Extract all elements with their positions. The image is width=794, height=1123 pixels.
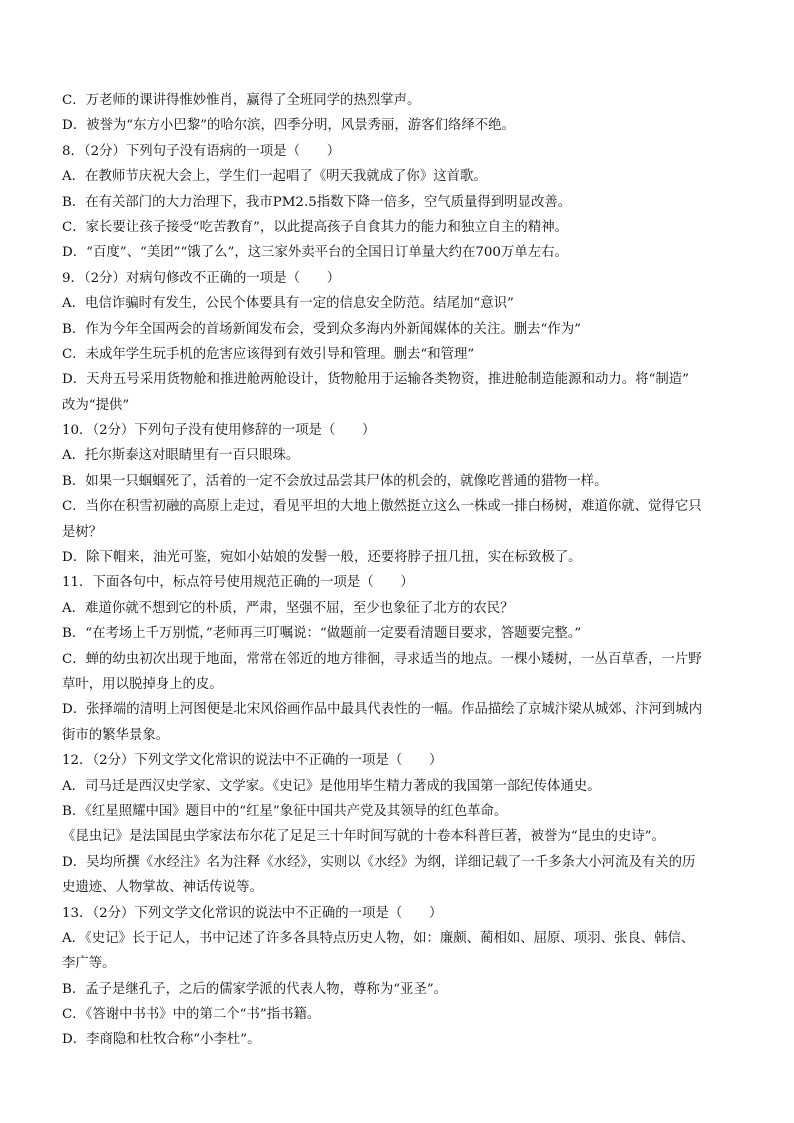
text-line: B．作为今年全国两会的首场新闻发布会，受到众多海内外新闻媒体的关注。删去“作为” [62, 321, 581, 337]
question-12-stem: 12．（2分）下列文学文化常识的说法中不正确的一项是（ ） [62, 753, 443, 769]
text-line: C．家长要让孩子接受“吃苦教育”，以此提高孩子自食其力的能力和独立自主的精神。 [62, 219, 568, 235]
text-line: A．难道你就不想到它的朴质，严肃，坚强不屈，至少也象征了北方的农民？ [62, 600, 514, 616]
question-11-stem: 11．下面各句中，标点符号使用规范正确的一项是（ ） [62, 575, 414, 591]
text-line: B．“在考场上千万别慌，”老师再三叮嘱说：“做题前一定要看清题目要求，答题要完整。” [62, 626, 582, 642]
text-line: D．天舟五号采用货物舱和推进舱两舱设计，货物舱用于运输各类物资，推进舱制造能源和动力。将“制造” [62, 372, 690, 388]
text-line: B．《红星照耀中国》题目中的“红星”象征中国共产党及其领导的红色革命。 [62, 803, 508, 819]
question-13-stem: 13．（2分）下列文学文化常识的说法中不正确的一项是（ ） [62, 905, 443, 921]
text-line: C．当你在积雪初融的高原上走过，看见平坦的大地上傲然挺立这么一株或一排白杨树，难道你就、觉得它只 [62, 499, 702, 515]
text-line: A．《史记》长于记人，书中记述了许多各具特点历史人物，如：廉颇、蔺相如、屈原、项羽、张良、韩信、 [62, 930, 695, 946]
text-line: D．除下帽来，油光可鉴，宛如小姑娘的发髻一般，还要将脖子扭几扭，实在标致极了。 [62, 550, 582, 566]
text-line: D．“百度”、“美团”“饿了么”，这三家外卖平台的全国日订单量大约在700万单左右。 [62, 245, 568, 261]
text-line: B．如果一只蝈蝈死了，活着的一定不会放过品尝其尸体的机会的，就像吃普通的猎物一样。 [62, 473, 608, 489]
text-line: 是树？ [62, 524, 103, 540]
text-line: 李广等。 [62, 956, 116, 972]
text-line: A．在教师节庆祝大会上，学生们一起唱了《明天我就成了你》这首歌。 [62, 169, 487, 185]
document-page [62, 88, 752, 1053]
question-10-stem: 10．（2分）下列句子没有使用修辞的一项是（ ） [62, 423, 376, 439]
text-line: D．李商隐和杜牧合称“小李杜”。 [62, 1032, 261, 1048]
text-line: A．电信诈骗时有发生，公民个体要具有一定的信息安全防范。结尾加“意识” [62, 296, 514, 312]
text-line: A．司马迁是西汉史学家、文学家。《史记》是他用毕生精力著成的我国第一部纪传体通史。 [62, 778, 601, 794]
text-line: 《昆虫记》是法国昆虫学家法布尔花了足足三十年时间写就的十卷本科普巨著，被誉为“昆虫的史诗”。 [62, 829, 665, 845]
text-line: D．被誉为“东方小巴黎”的哈尔滨，四季分明，风景秀丽，游客们络绎不绝。 [62, 118, 515, 134]
text-line: B．孟子是继孔子，之后的儒家学派的代表人物，尊称为“亚圣”。 [62, 981, 448, 997]
text-line: D．吴均所撰《水经注》名为注释《水经》，实则以《水经》为纲，详细记载了一千多条大小河流及有关的历 [62, 854, 696, 870]
text-line: D．张择端的清明上河图便是北宋风俗画作品中最具代表性的一幅。作品描绘了京城汴梁从城郊、汴河到城内 [62, 702, 703, 718]
text-line: C．万老师的课讲得惟妙惟肖，赢得了全班同学的热烈掌声。 [62, 93, 421, 108]
text-line: B．在有关部门的大力治理下，我市PM2.5指数下降一倍多，空气质量得到明显改善。 [62, 194, 572, 210]
question-9-stem: 9．（2分）对病句修改不正确的一项是（ ） [62, 270, 341, 286]
text-line: 史遗迹、人物掌故、神话传说等。 [62, 880, 263, 896]
text-line: A．托尔斯泰这对眼睛里有一百只眼珠。 [62, 448, 300, 464]
text-line: C．《答谢中书书》中的第二个“书”指书籍。 [62, 1007, 321, 1023]
text-line: C．蝉的幼虫初次出现于地面，常常在邻近的地方徘徊，寻求适当的地点。一棵小矮树，一丛百草香，一片野 [62, 651, 702, 667]
text-line: 街市的繁华景象。 [62, 727, 170, 743]
text-line: C．未成年学生玩手机的危害应该得到有效引导和管理。删去“和管理” [62, 346, 475, 362]
text-line: 改为“提供” [62, 397, 130, 413]
text-line: 草叶，用以脱掉身上的皮。 [62, 676, 223, 692]
question-8-stem: 8．（2分）下列句子没有语病的一项是（ ） [62, 143, 341, 159]
